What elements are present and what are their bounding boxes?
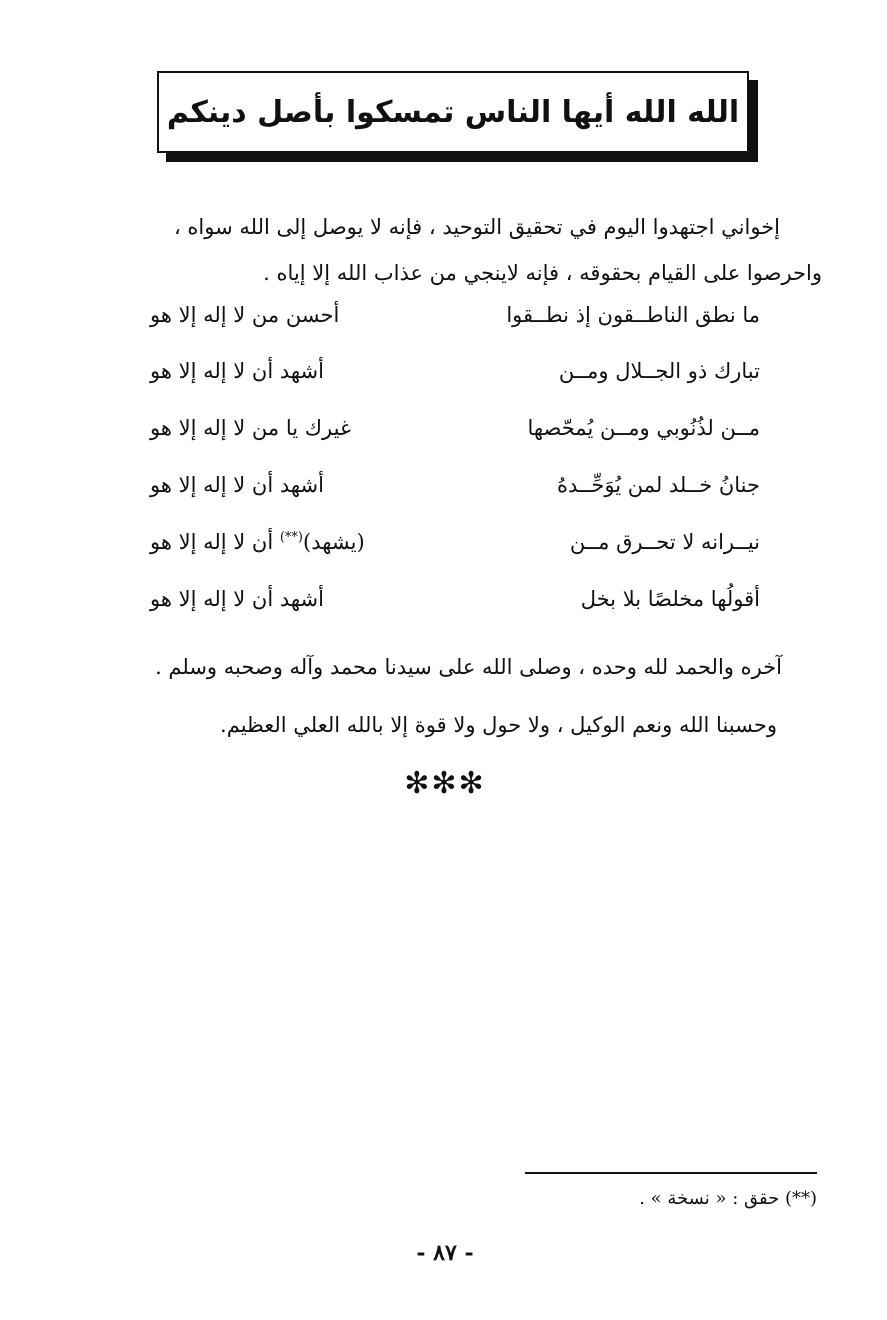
intro-line-2: واحرصوا على القيام بحقوقه ، فإنه لاينجي من عذاب الله إلا إياه .: [263, 261, 822, 285]
verse-left-hemistich: [150, 530, 365, 554]
closing-line-1: آخره والحمد لله وحده ، وصلى الله على سيدنا محمد وآله وصحبه وسلم .: [155, 655, 782, 679]
section-separator: ✻✻✻: [404, 766, 486, 801]
intro-line-1: إخواني اجتهدوا اليوم في تحقيق التوحيد ، فإنه لا يوصل إلى الله سواه ،: [173, 215, 780, 239]
verse-row: [150, 473, 760, 513]
verse-left-hemistich: غيرك يا من لا إله إلا هو: [150, 416, 351, 440]
footnote-rule: [525, 1172, 817, 1174]
verse-right-hemistich: مــن لذُنُوبي ومــن يُمحّصها: [527, 416, 760, 440]
verse-left-rest: أن لا إله إلا هو: [150, 530, 274, 554]
verse-right-hemistich: ما نطق الناطــقون إذ نطــقوا: [506, 303, 760, 327]
page-title: الله الله أيها الناس تمسكوا بأصل دينكم: [166, 94, 740, 130]
verse-left-hemistich: أشهد أن لا إله إلا هو: [150, 359, 324, 383]
footnote: (**) حقق : « نسخة » .: [639, 1188, 817, 1209]
verse-row: [150, 587, 760, 627]
footnote-marker: (**): [279, 530, 304, 545]
closing-line-2: وحسبنا الله ونعم الوكيل ، ولا حول ولا قوة إلا بالله العلي العظيم.: [220, 713, 777, 737]
verse-row: [150, 303, 760, 343]
verse-row: [150, 359, 760, 399]
verse-left-hemistich: أشهد أن لا إله إلا هو: [150, 473, 324, 497]
page-number: - ٨٧ -: [416, 1240, 474, 1266]
verse-row: [150, 530, 760, 570]
verse-right-hemistich: نيــرانه لا تحــرق مــن: [569, 530, 760, 554]
title-box: [157, 71, 749, 153]
verse-row: [150, 416, 760, 456]
verse-left-hemistich: أحسن من لا إله إلا هو: [150, 303, 340, 327]
verse-left-hemistich: أشهد أن لا إله إلا هو: [150, 587, 324, 611]
verse-right-hemistich: أقولُها مخلصًا بلا بخل: [580, 587, 760, 611]
verse-right-hemistich: جنانُ خــلد لمن يُوَحِّــدهُ: [557, 473, 760, 497]
variant-word: (يشهد): [303, 530, 365, 554]
verse-right-hemistich: تبارك ذو الجــلال ومــن: [558, 359, 760, 383]
